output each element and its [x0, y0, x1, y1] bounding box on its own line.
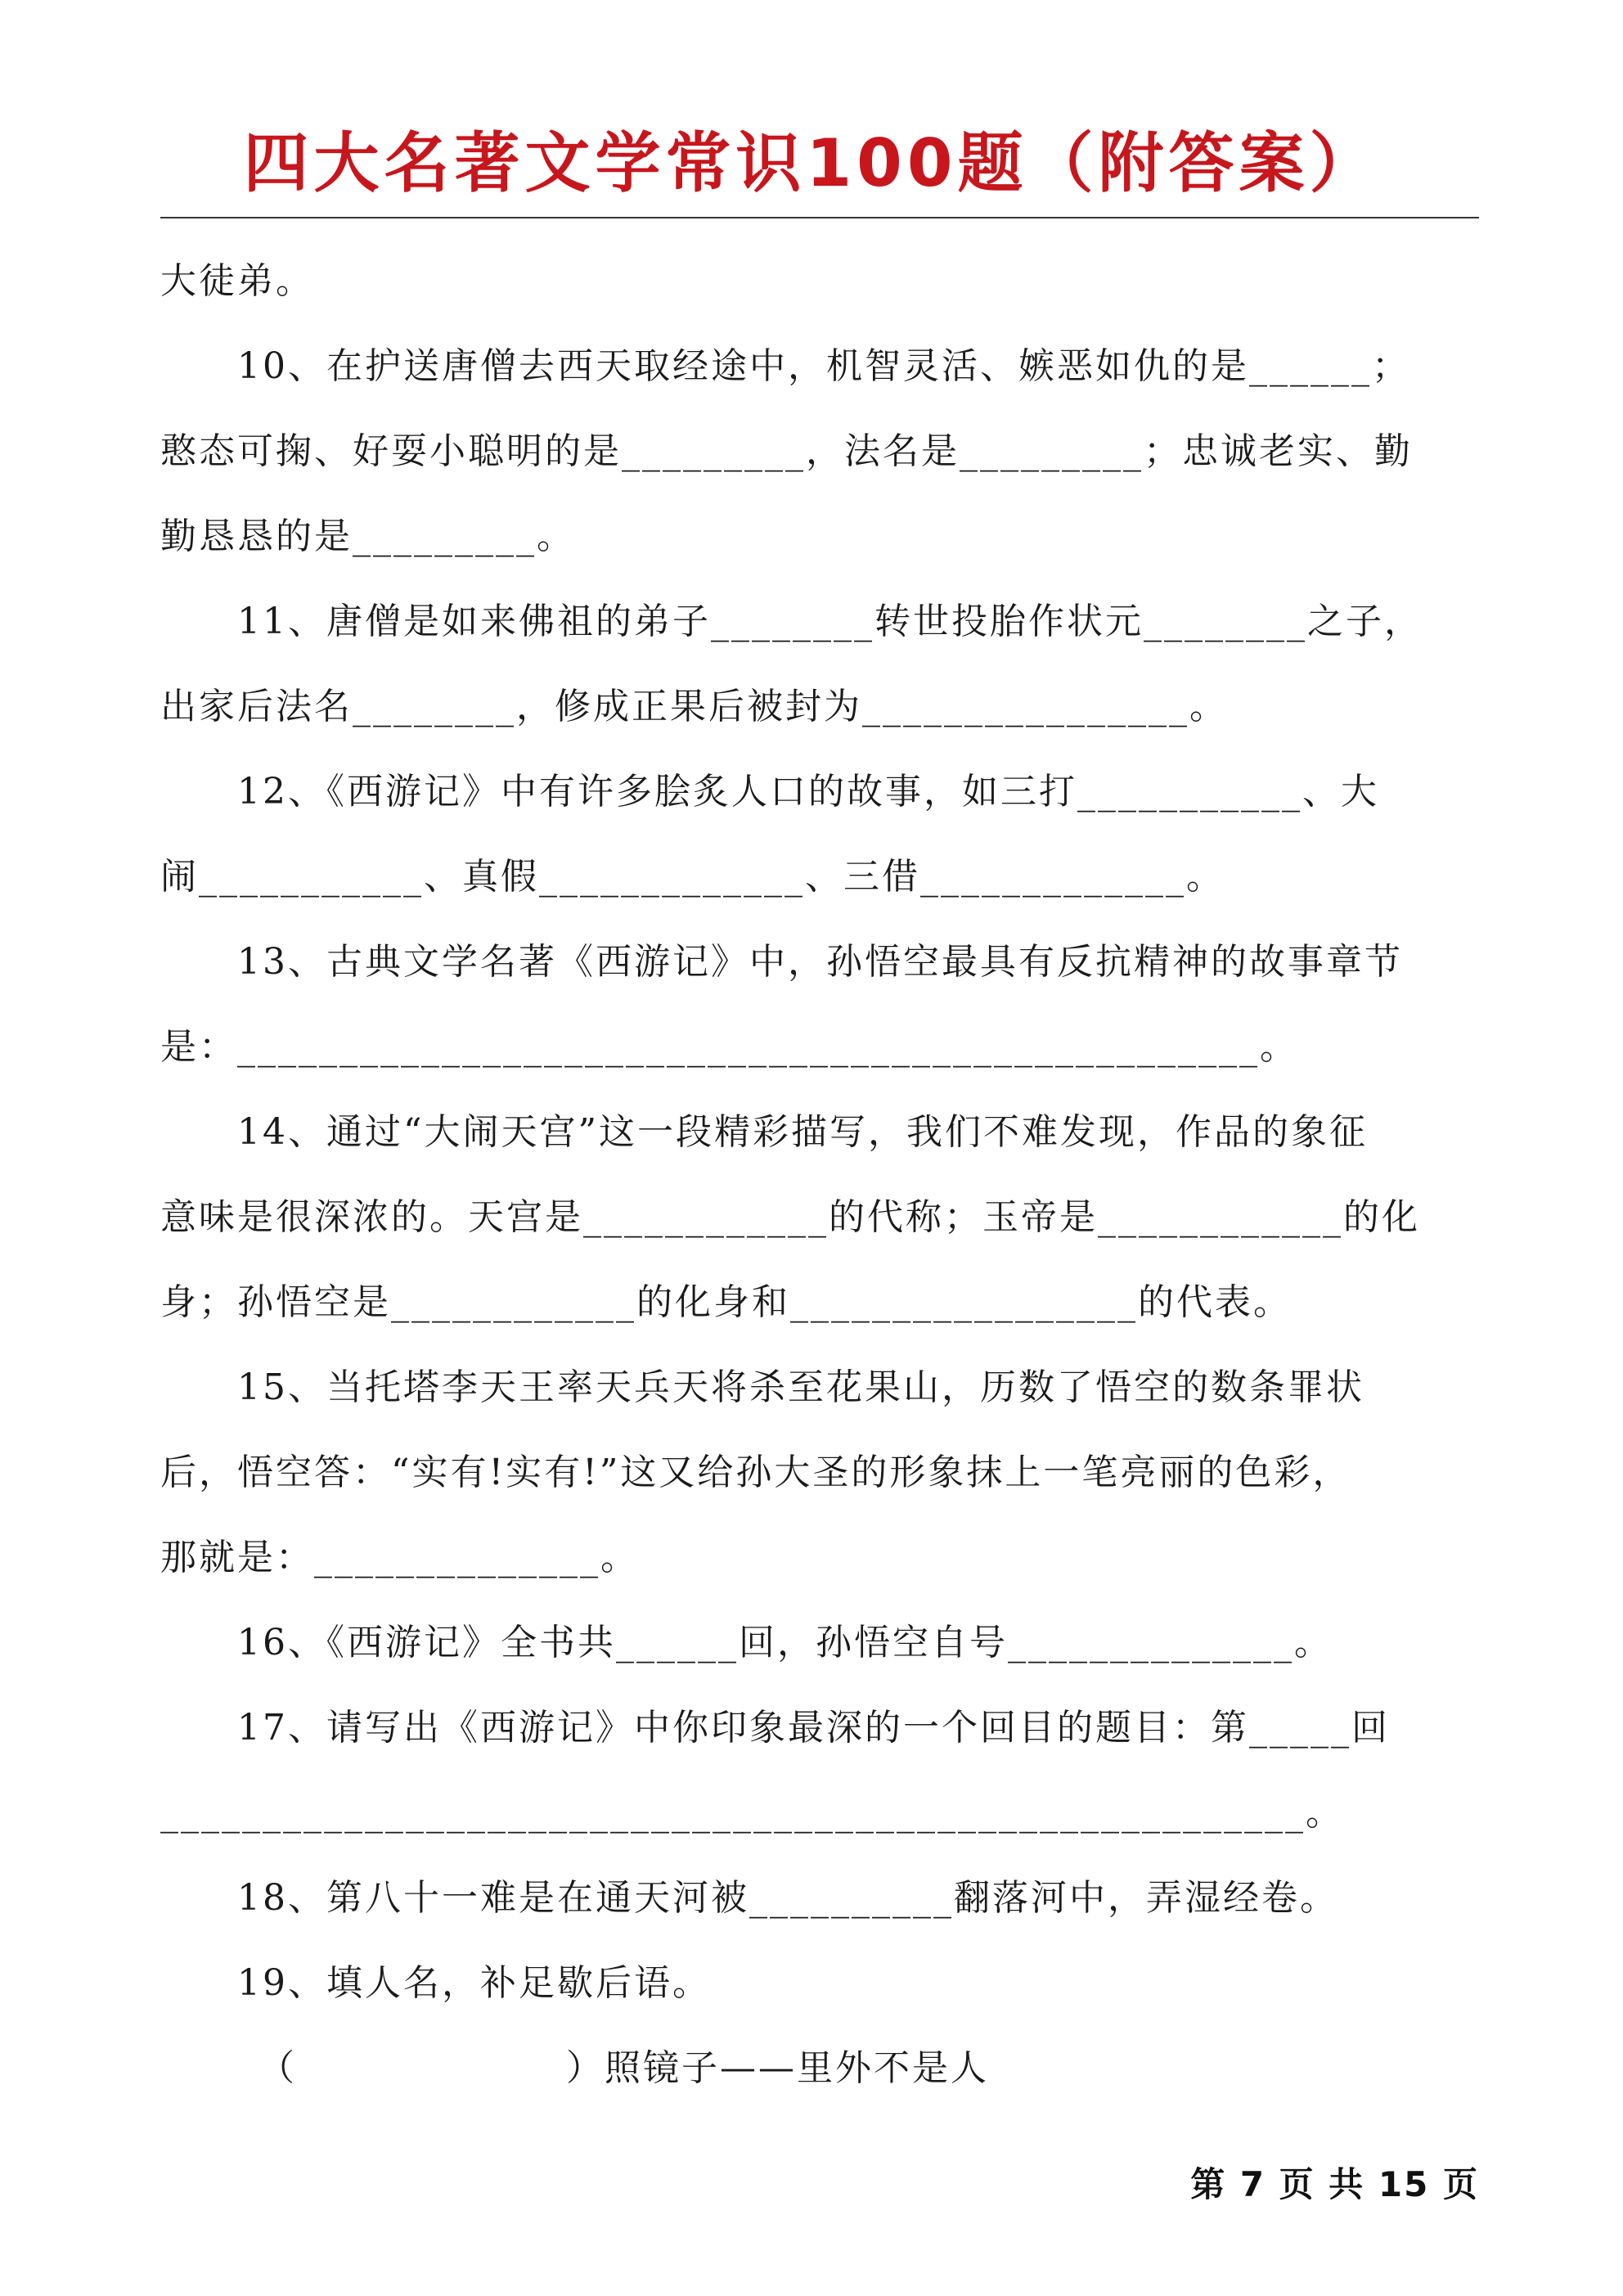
question-15-line-3: 那就是：______________。 [160, 1537, 639, 1578]
question-12-line-2: 闹___________、真假_____________、三借_____________。 [160, 856, 1225, 898]
question-16: 16、《西游记》全书共______回，孙悟空自号______________。 [237, 1622, 1333, 1663]
question-13-line-1: 13、古典文学名著《西游记》中，孙悟空最具有反抗精神的故事章节 [237, 941, 1403, 983]
page-title: 四大名著文学常识100题（附答案） [243, 125, 1380, 201]
question-11-line-1: 11、唐僧是如来佛祖的弟子________转世投胎作状元________之子， [237, 601, 1423, 642]
question-14-line-3: 身；孙悟空是____________的化身和_________________的代表。 [160, 1281, 1292, 1323]
question-13-line-2: 是：__________________________________________________。 [160, 1026, 1298, 1068]
question-15-line-2: 后，悟空答：“实有!实有!”这又给孙大圣的形象抹上一笔亮丽的色彩， [160, 1452, 1351, 1493]
question-18: 18、第八十一难是在通天河被__________翻落河中，弄湿经卷。 [237, 1877, 1338, 1919]
question-17-line-1: 17、请写出《西游记》中你印象最深的一个回目的题目：第_____回 [237, 1707, 1390, 1749]
question-19: 19、填人名，补足歇后语。 [237, 1962, 711, 2004]
question-14-line-1: 14、通过“大闹天宫”这一段精彩描写，我们不难发现，作品的象征 [237, 1111, 1368, 1153]
question-17-line-2: ________________________________________________________。 [160, 1792, 1344, 1834]
text-line-continuation: 大徒弟。 [160, 260, 314, 302]
question-14-line-2: 意味是很深浓的。天宫是____________的代称；玉帝是____________的化 [160, 1196, 1420, 1238]
question-15-line-1: 15、当托塔李天王率天兵天将杀至花果山，历数了悟空的数条罪状 [237, 1366, 1364, 1408]
question-11-line-2: 出家后法名________，修成正果后被封为________________。 [160, 686, 1228, 727]
document-body [160, 239, 1479, 2111]
question-12-line-1: 12、《西游记》中有许多脍炙人口的故事，如三打___________、大 [237, 771, 1379, 813]
question-10-line-2: 憨态可掬、好耍小聪明的是_________，法名是_________；忠诚老实、勤 [160, 430, 1413, 472]
question-10-line-1: 10、在护送唐僧去西天取经途中，机智灵活、嫉恶如仇的是______； [237, 345, 1410, 387]
question-10-line-3: 勤恳恳的是_________。 [160, 515, 575, 557]
title-divider [160, 217, 1479, 218]
question-19-proverb: （ ）照镜子——里外不是人 [259, 2047, 989, 2089]
page-number: 第 7 页 共 15 页 [1190, 2164, 1479, 2204]
